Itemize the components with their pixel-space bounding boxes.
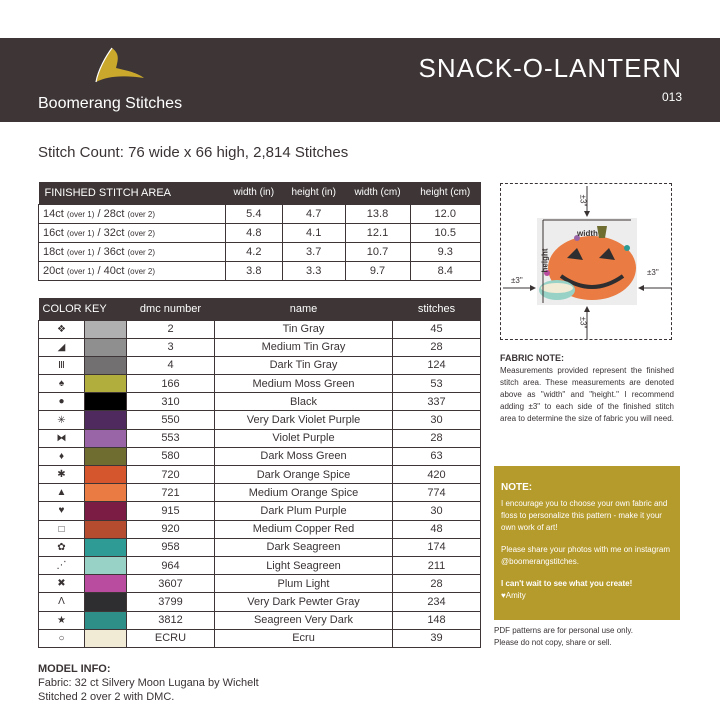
stitch-symbol-icon: ○ [39, 629, 85, 647]
note-signature: ♥Amity [501, 591, 526, 600]
pdf-usage-note [494, 625, 680, 649]
table-row [39, 502, 481, 520]
table-row [39, 204, 481, 223]
color-name-cell: Medium Moss Green [215, 375, 393, 393]
margin-bottom-label: ±3" [578, 316, 588, 329]
height-in-cell: 4.1 [282, 223, 345, 242]
color-name-cell: Very Dark Pewter Gray [215, 593, 393, 611]
stitches-cell: 53 [393, 375, 481, 393]
pattern-title: SNACK-O-LANTERN [418, 53, 682, 83]
stitch-count [38, 144, 348, 161]
dmc-number-cell: 3 [127, 338, 215, 356]
dmc-number-cell: 4 [127, 356, 215, 374]
column-header: name [215, 298, 393, 320]
table-row [39, 466, 481, 484]
color-swatch [85, 556, 127, 574]
stitches-cell: 30 [393, 502, 481, 520]
table-row [39, 261, 481, 280]
stitches-cell: 774 [393, 484, 481, 502]
margin-right-label: ±3" [647, 268, 659, 277]
model-info [38, 662, 259, 704]
margin-left-label: ±3" [511, 276, 523, 285]
height-cm-cell: 12.0 [410, 204, 481, 223]
stitch-symbol-icon: ✱ [39, 466, 85, 484]
color-name-cell: Medium Copper Red [215, 520, 393, 538]
stitches-cell: 174 [393, 538, 481, 556]
color-swatch [85, 484, 127, 502]
color-swatch [85, 466, 127, 484]
dmc-number-cell: 310 [127, 393, 215, 411]
dmc-number-cell: 721 [127, 484, 215, 502]
color-name-cell: Ecru [215, 629, 393, 647]
color-name-cell: Light Seagreen [215, 556, 393, 574]
stitch-symbol-icon: ◢ [39, 338, 85, 356]
color-swatch [85, 447, 127, 465]
color-swatch [85, 502, 127, 520]
color-swatch [85, 611, 127, 629]
width-in-cell: 4.8 [225, 223, 282, 242]
color-swatch [85, 520, 127, 538]
table-row [39, 556, 481, 574]
height-cm-cell: 9.3 [410, 242, 481, 261]
note-paragraph: Please share your photos with me on instagram @boomerangstitches. [501, 545, 670, 566]
dmc-number-cell: 915 [127, 502, 215, 520]
fabric-note-title: FABRIC NOTE: [500, 353, 564, 363]
note-paragraph: I encourage you to choose your own fabric and floss to personalize this pattern - make it your own work of art! [501, 499, 668, 532]
stitch-symbol-icon: ♦ [39, 447, 85, 465]
column-header: width (cm) [345, 182, 410, 204]
stitches-cell: 28 [393, 338, 481, 356]
stitch-symbol-icon: ♠ [39, 375, 85, 393]
color-name-cell: Dark Tin Gray [215, 356, 393, 374]
stitches-cell: 420 [393, 466, 481, 484]
stitch-symbol-icon: ▲ [39, 484, 85, 502]
stitch-symbol-icon: Λ [39, 593, 85, 611]
height-cm-cell: 8.4 [410, 261, 481, 280]
color-name-cell: Violet Purple [215, 429, 393, 447]
stitches-cell: 234 [393, 593, 481, 611]
color-name-cell: Dark Orange Spice [215, 466, 393, 484]
color-swatch [85, 629, 127, 647]
color-name-cell: Seagreen Very Dark [215, 611, 393, 629]
color-name-cell: Plum Light [215, 575, 393, 593]
fabric-size-diagram [500, 183, 672, 340]
table-row [39, 429, 481, 447]
dmc-number-cell: 720 [127, 466, 215, 484]
height-in-cell: 3.7 [282, 242, 345, 261]
table-row [39, 538, 481, 556]
color-name-cell: Very Dark Violet Purple [215, 411, 393, 429]
stitches-cell: 63 [393, 447, 481, 465]
dmc-number-cell: 553 [127, 429, 215, 447]
stitches-cell: 48 [393, 520, 481, 538]
pdf-note-line: PDF patterns are for personal use only. [494, 626, 634, 635]
color-swatch [85, 575, 127, 593]
column-header: height (cm) [410, 182, 481, 204]
table-row [39, 375, 481, 393]
stitch-count-value: 76 wide x 66 high, 2,814 Stitches [128, 144, 349, 161]
fabric-count-cell: 20ct (over 1) / 40ct (over 2) [39, 261, 226, 280]
header-banner [0, 38, 720, 122]
color-name-cell: Tin Gray [215, 320, 393, 338]
dmc-number-cell: 550 [127, 411, 215, 429]
dmc-number-cell: 580 [127, 447, 215, 465]
table-row [39, 393, 481, 411]
table-row [39, 484, 481, 502]
dmc-number-cell: ECRU [127, 629, 215, 647]
stitch-symbol-icon: ✳ [39, 411, 85, 429]
color-swatch [85, 593, 127, 611]
color-name-cell: Dark Moss Green [215, 447, 393, 465]
stitch-symbol-icon: □ [39, 520, 85, 538]
color-swatch [85, 375, 127, 393]
color-name-cell: Medium Tin Gray [215, 338, 393, 356]
width-cm-cell: 13.8 [345, 204, 410, 223]
table-row [39, 356, 481, 374]
color-name-cell: Medium Orange Spice [215, 484, 393, 502]
table-row [39, 520, 481, 538]
table-row [39, 629, 481, 647]
stitches-cell: 39 [393, 629, 481, 647]
table-row [39, 575, 481, 593]
pdf-note-line: Please do not copy, share or sell. [494, 638, 612, 647]
model-info-line: Stitched 2 over 2 with DMC. [38, 691, 175, 703]
height-in-cell: 4.7 [282, 204, 345, 223]
color-name-cell: Black [215, 393, 393, 411]
table-row [39, 447, 481, 465]
height-cm-cell: 10.5 [410, 223, 481, 242]
stitches-cell: 337 [393, 393, 481, 411]
stitches-cell: 211 [393, 556, 481, 574]
note-cta: I can't wait to see what you create! [501, 579, 633, 588]
fabric-count-cell: 16ct (over 1) / 32ct (over 2) [39, 223, 226, 242]
dmc-number-cell: 3812 [127, 611, 215, 629]
stitches-cell: 30 [393, 411, 481, 429]
column-header: width (in) [225, 182, 282, 204]
height-label: height [540, 248, 550, 273]
color-name-cell: Dark Seagreen [215, 538, 393, 556]
color-swatch [85, 538, 127, 556]
stitch-symbol-icon: ✖ [39, 575, 85, 593]
dmc-number-cell: 2 [127, 320, 215, 338]
margin-top-label: ±3" [578, 194, 588, 207]
boomerang-logo-icon [92, 46, 148, 86]
stitches-cell: 45 [393, 320, 481, 338]
color-name-cell: Dark Plum Purple [215, 502, 393, 520]
brand-name: Boomerang Stitches [38, 95, 183, 112]
width-label: width [577, 229, 598, 238]
model-info-line: Fabric: 32 ct Silvery Moon Lugana by Wichelt [38, 677, 259, 689]
finished-stitch-area-table [38, 182, 481, 281]
column-header: height (in) [282, 182, 345, 204]
dmc-number-cell: 964 [127, 556, 215, 574]
stitches-cell: 148 [393, 611, 481, 629]
table-row [39, 411, 481, 429]
width-in-cell: 4.2 [225, 242, 282, 261]
color-swatch [85, 429, 127, 447]
table-row [39, 593, 481, 611]
stitches-cell: 28 [393, 575, 481, 593]
table-row [39, 223, 481, 242]
dmc-number-cell: 3799 [127, 593, 215, 611]
dmc-number-cell: 920 [127, 520, 215, 538]
color-swatch [85, 393, 127, 411]
stitch-symbol-icon: ★ [39, 611, 85, 629]
pattern-number: 013 [661, 90, 682, 104]
stitch-symbol-icon: ⋰ [39, 556, 85, 574]
stitches-cell: 28 [393, 429, 481, 447]
color-key-table [38, 298, 481, 648]
column-header: dmc number [127, 298, 215, 320]
width-in-cell: 5.4 [225, 204, 282, 223]
color-swatch [85, 338, 127, 356]
color-swatch [85, 320, 127, 338]
table-row [39, 320, 481, 338]
dmc-number-cell: 958 [127, 538, 215, 556]
note-title: NOTE: [501, 482, 533, 493]
table-row [39, 338, 481, 356]
model-info-title: MODEL INFO: [38, 663, 111, 675]
dmc-number-cell: 166 [127, 375, 215, 393]
column-header: stitches [393, 298, 481, 320]
stitches-cell: 124 [393, 356, 481, 374]
width-cm-cell: 12.1 [345, 223, 410, 242]
stitch-symbol-icon: ✿ [39, 538, 85, 556]
color-swatch [85, 411, 127, 429]
table-row [39, 611, 481, 629]
stitch-count-label: Stitch Count: [38, 144, 124, 161]
table-row [39, 242, 481, 261]
fabric-note-text: Measurements provided represent the finished stitch area. These measurements are denoted above as "width" and "height." I recommend adding ±3" to each side of the finished stitch area to determine the size of fabric you will need. [500, 366, 674, 423]
stitch-symbol-icon: ♥ [39, 502, 85, 520]
column-header: FINISHED STITCH AREA [39, 182, 226, 204]
height-in-cell: 3.3 [282, 261, 345, 280]
color-swatch [85, 356, 127, 374]
dmc-number-cell: 3607 [127, 575, 215, 593]
stitch-symbol-icon: ❖ [39, 320, 85, 338]
width-cm-cell: 9.7 [345, 261, 410, 280]
column-header: COLOR KEY [39, 298, 127, 320]
stitch-symbol-icon: ● [39, 393, 85, 411]
fabric-count-cell: 18ct (over 1) / 36ct (over 2) [39, 242, 226, 261]
stitch-symbol-icon: Ⅲ [39, 356, 85, 374]
fabric-note [500, 352, 674, 425]
fabric-count-cell: 14ct (over 1) / 28ct (over 2) [39, 204, 226, 223]
note-box [494, 466, 680, 620]
width-cm-cell: 10.7 [345, 242, 410, 261]
stitch-symbol-icon: ⧓ [39, 429, 85, 447]
width-in-cell: 3.8 [225, 261, 282, 280]
